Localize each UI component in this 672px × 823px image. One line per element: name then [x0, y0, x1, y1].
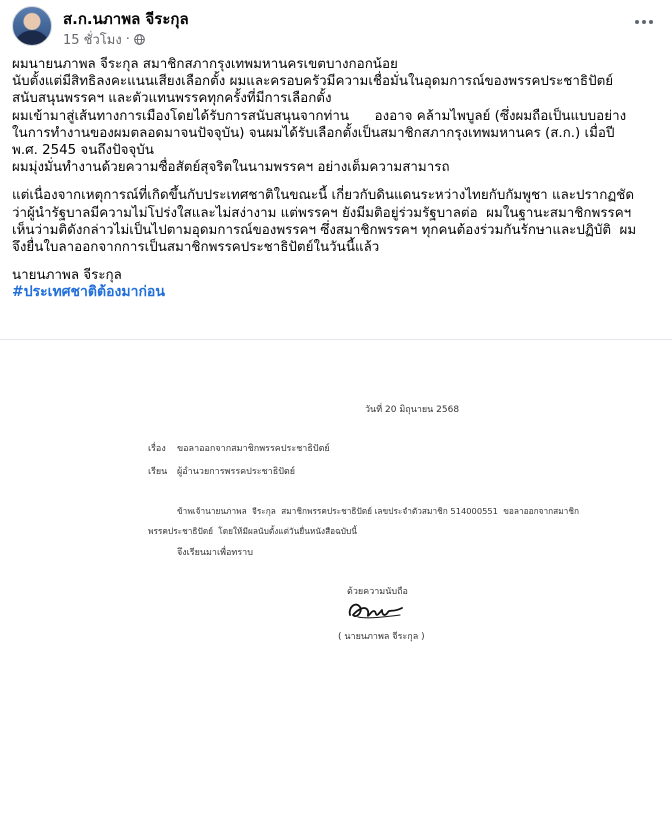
- author-name[interactable]: ส.ก.นภาพล จีระกุล: [63, 10, 189, 28]
- signoff-name: นายนภาพล จีระกุล: [12, 268, 122, 284]
- letter-closing-request: จึงเรียนมาเพื่อทราบ: [177, 548, 253, 558]
- post-header: [12, 6, 662, 50]
- globe-icon: [134, 34, 145, 45]
- paragraph-signoff: [12, 267, 660, 301]
- text-line: จึงยื่นใบลาออกจากการเป็นสมาชิกพรรคประชาธิปัตย์ในวันนี้แล้ว: [12, 240, 380, 256]
- text-line: สนับสนุนพรรคฯ และตัวแทนพรรคทุกครั้งที่มีการเลือกตั้ง: [12, 91, 332, 107]
- letter-body-line2: พรรคประชาธิปัตย์ โดยให้มีผลนับตั้งแต่วันยื่นหนังสือฉบับนี้: [148, 526, 357, 536]
- text-line: ในการทำงานของผมตลอดมาจนปัจจุบัน) จนผมได้รับเลือกตั้งเป็นสมาชิกสภากรุงเทพมหานคร (ส.ก.) เมื่อปี: [12, 125, 615, 141]
- letter-subject-label: เรื่อง: [148, 444, 166, 454]
- letter-regards: ด้วยความนับถือ: [347, 587, 408, 597]
- text-line: แต่เนื่องจากเหตุการณ์ที่เกิดขึ้นกับประเทศชาติในขณะนี้ เกี่ยวกับดินแดนระหว่างไทยกับกัมพูชา และปรากฏชัด: [12, 188, 635, 204]
- post-timestamp[interactable]: 15 ชั่วโมง: [63, 33, 122, 48]
- meta-separator: ·: [125, 32, 130, 47]
- letter-signer: ( นายนภาพล จีระกุล ): [338, 632, 425, 642]
- letter-date: วันที่ 20 มิถุนายน 2568: [365, 405, 460, 415]
- letter-subject: ขอลาออกจากสมาชิกพรรคประชาธิปัตย์: [177, 444, 330, 454]
- letter-to-label: เรียน: [148, 467, 168, 477]
- text-line: ผมเข้ามาสู่เส้นทางการเมืองโดยได้รับการสนับสนุนจากท่าน องอาจ คล้ามไพบูลย์ (ซึ่งผมถือเป็นแบบอย่าง: [12, 108, 627, 124]
- resignation-letter-image[interactable]: [0, 340, 672, 823]
- post-meta: [63, 29, 145, 50]
- letter-to: ผู้อำนวยการพรรคประชาธิปัตย์: [177, 467, 296, 477]
- paragraph-reason: [12, 187, 660, 256]
- signature: [344, 595, 408, 625]
- text-line: ผมมุ่งมั่นทำงานด้วยความซื่อสัตย์สุจริตในนามพรรคฯ อย่างเต็มความสามารถ: [12, 160, 450, 176]
- text-line: นับตั้งแต่มีสิทธิลงคะแนนเสียงเลือกตั้ง ผมและครอบครัวมีความเชื่อมั่นในอุดมการณ์ของพรรคประชาธิปัตย์: [12, 74, 614, 90]
- post-text: [12, 56, 660, 302]
- text-line: พ.ศ. 2545 จนถึงปัจจุบัน: [12, 143, 154, 159]
- paragraph-intro: [12, 56, 660, 176]
- letter-body-line1: ข้าพเจ้านายนภาพล จีระกุล สมาชิกพรรคประชาธิปัตย์ เลขประจำตัวสมาชิก 514000551 ขอลาออกจากสมาชิก: [177, 506, 579, 516]
- more-options-icon[interactable]: [632, 14, 656, 30]
- author-avatar[interactable]: [12, 6, 52, 46]
- text-line: เห็นว่ามติดังกล่าวไม่เป็นไปตามอุดมการณ์ของพรรคฯ ซึ่งสมาชิกพรรคฯ ทุกคนต้องร่วมกันรักษาและปฏิบัติ ผม: [12, 222, 637, 238]
- hashtag-link[interactable]: #ประเทศชาติต้องมาก่อน: [12, 284, 165, 301]
- text-line: ว่าผู้นำรัฐบาลมีความไม่โปร่งใสและไม่สง่างาม แต่พรรคฯ ยังมีมติอยู่ร่วมรัฐบาลต่อ ผมในฐานะสมาชิกพรรคฯ: [12, 205, 632, 221]
- text-line: ผมนายนภาพล จีระกุล สมาชิกสภากรุงเทพมหานครเขตบางกอกน้อย: [12, 57, 398, 72]
